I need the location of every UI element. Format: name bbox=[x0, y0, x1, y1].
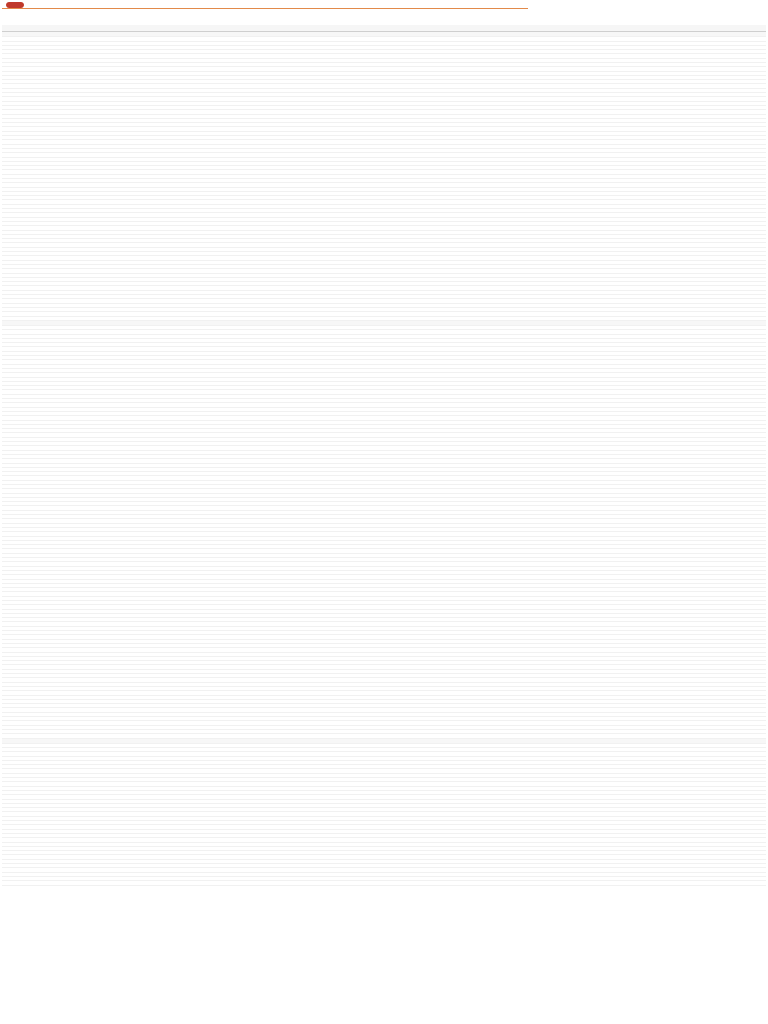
table-cell bbox=[708, 881, 766, 885]
table-cell bbox=[208, 881, 242, 885]
table-cell bbox=[314, 881, 352, 885]
table-cell bbox=[18, 881, 174, 885]
table-cell bbox=[472, 881, 592, 885]
table-cell bbox=[352, 881, 444, 885]
table-row[interactable] bbox=[2, 881, 766, 885]
data-table-container bbox=[2, 25, 766, 1021]
table-cell bbox=[700, 881, 708, 885]
data-table bbox=[2, 25, 766, 886]
table-cell bbox=[242, 881, 278, 885]
table-cell bbox=[592, 881, 602, 885]
page-header bbox=[0, 0, 768, 24]
table-cell bbox=[174, 881, 208, 885]
table-cell bbox=[2, 881, 18, 885]
table-cell bbox=[278, 881, 314, 885]
header-divider bbox=[2, 8, 528, 9]
table-body bbox=[2, 32, 766, 886]
table-cell bbox=[602, 881, 700, 885]
table-cell bbox=[444, 881, 472, 885]
